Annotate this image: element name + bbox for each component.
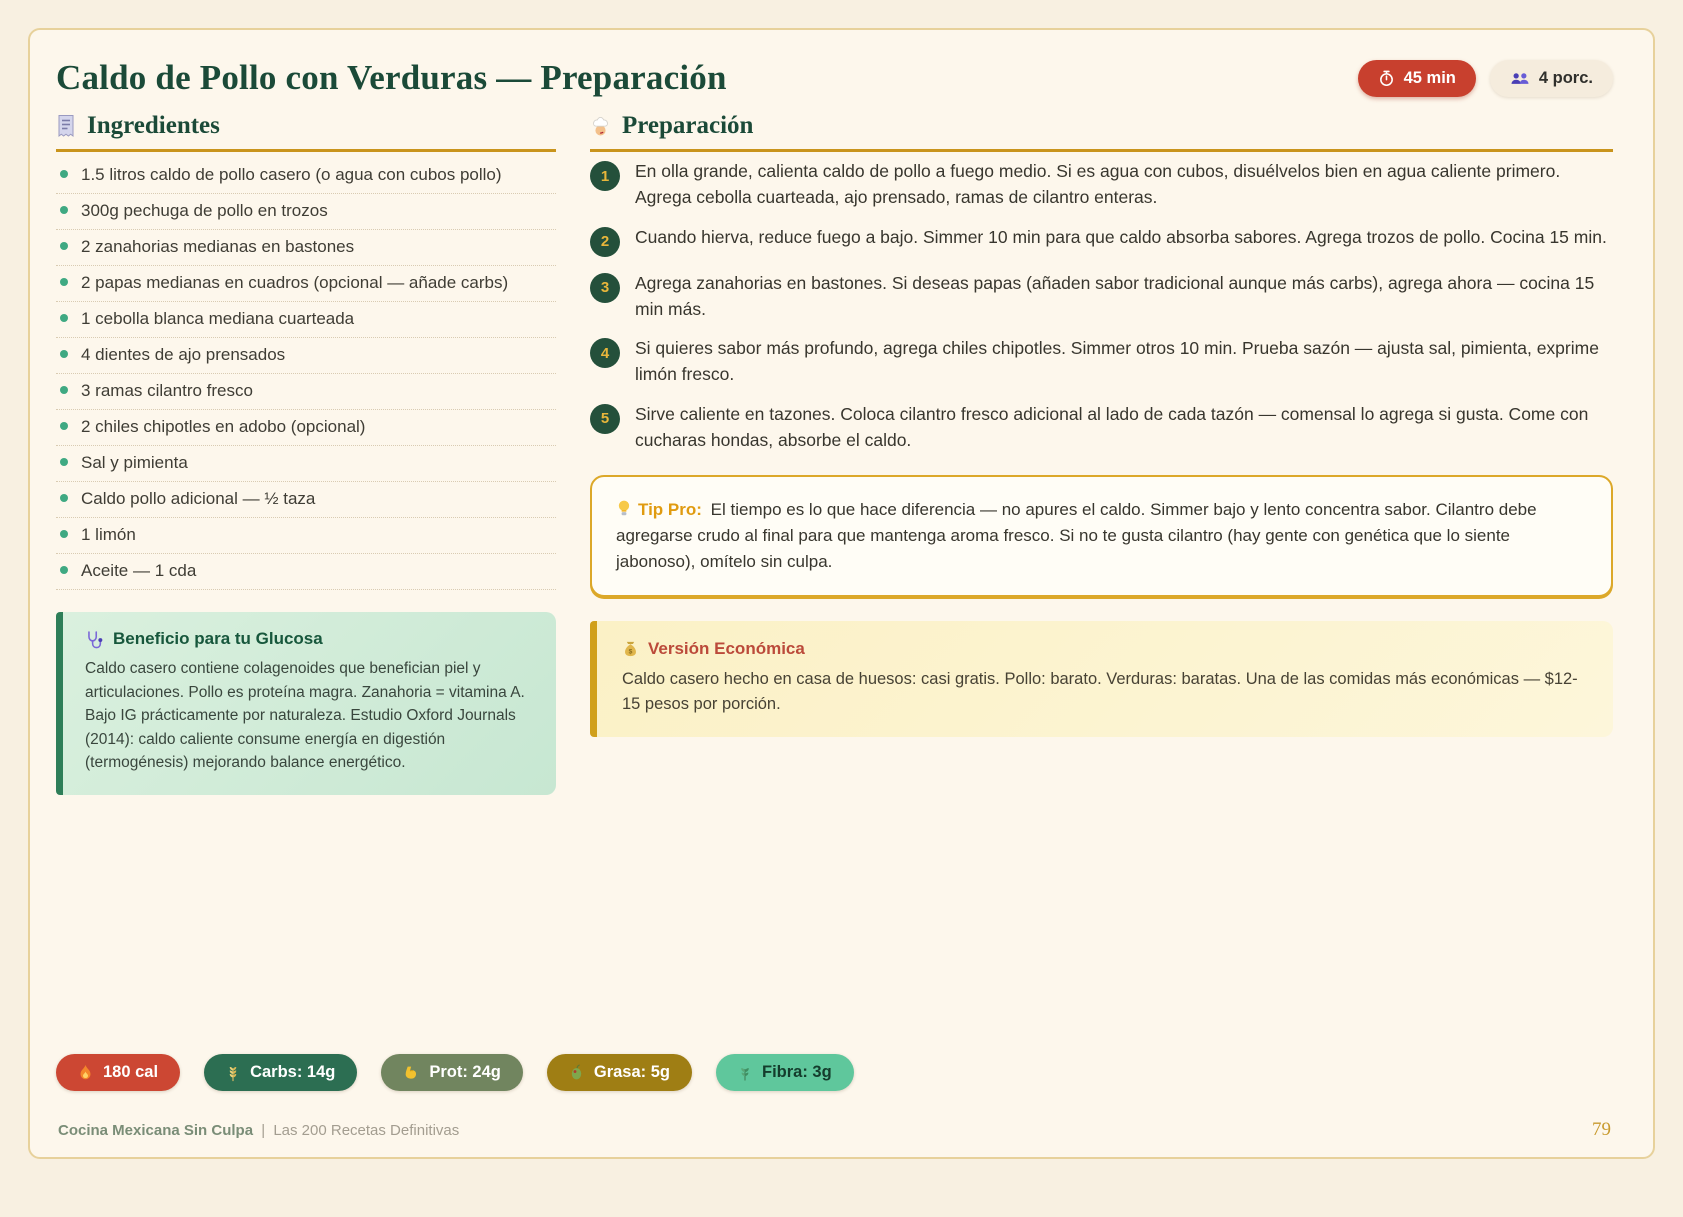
preparation-heading: Preparación: [590, 112, 1613, 152]
bullet-dot: [60, 386, 68, 394]
footer-separator: |: [261, 1121, 266, 1139]
olive-icon: [569, 1064, 584, 1081]
spacer: [56, 795, 1613, 1054]
ingredient-item: Aceite — 1 cda: [56, 554, 556, 590]
ingredient-item: 1 cebolla blanca mediana cuarteada: [56, 302, 556, 338]
flame-icon: [78, 1064, 93, 1082]
bullet-dot: [60, 278, 68, 286]
step-item: 3 Agrega zanahorias en bastones. Si deseas papas (añaden sabor tradicional aunque más carbs), agrega ahora — cocina 15 min más.: [590, 270, 1613, 323]
preparation-section: [590, 112, 1613, 795]
time-badge: [1358, 60, 1476, 97]
step-number: 1: [590, 161, 620, 191]
nutrition-badges: [56, 1054, 1613, 1091]
page-number: 79: [1592, 1119, 1611, 1140]
bullet-dot: [60, 494, 68, 502]
bullet-dot: [60, 530, 68, 538]
carbs-badge: Carbs: 14g: [204, 1054, 357, 1091]
book-subtitle: Las 200 Recetas Definitivas: [273, 1121, 460, 1139]
timer-icon: [1378, 70, 1395, 87]
lightbulb-icon: [616, 499, 632, 518]
bullet-dot: [60, 422, 68, 430]
economy-text: Caldo casero hecho en casa de huesos: casi gratis. Pollo: barato. Verduras: baratas. Una de las comidas más económicas — $12-15 pesos por porción.: [622, 670, 1578, 714]
receipt-icon: [56, 114, 76, 138]
servings-badge-label: 4 porc.: [1538, 68, 1593, 87]
chef-icon: [590, 116, 611, 137]
ingredient-item: 3 ramas cilantro fresco: [56, 374, 556, 410]
step-item: 2 Cuando hierva, reduce fuego a bajo. Simmer 10 min para que caldo absorba sabores. Agrega trozos de pollo. Cocina 15 min.: [590, 224, 1613, 257]
svg-text:$: $: [628, 649, 633, 657]
glucose-benefit-box: [56, 612, 556, 795]
bullet-dot: [60, 242, 68, 250]
benefit-text: Caldo casero contiene colagenoides que benefician piel y articulaciones. Pollo es proteína magra. Zanahoria = vitamina A. Bajo IG prácticamente por naturaleza. Estudio Oxford Journals (2014): caldo caliente consume energía en digestión (termogénesis) mejorando balance energético.: [85, 660, 525, 772]
step-item: 5 Sirve caliente en tazones. Coloca cilantro fresco adicional al lado de cada tazón — comensal lo agrega si gusta. Come con cucharas hondas, absorbe el caldo.: [590, 401, 1613, 454]
fat-badge: Grasa: 5g: [547, 1054, 692, 1091]
book-title: Cocina Mexicana Sin Culpa: [58, 1121, 254, 1139]
economy-box: [590, 621, 1613, 737]
people-icon: [1510, 71, 1530, 86]
servings-badge: [1490, 60, 1613, 97]
ingredient-item: 1 limón: [56, 518, 556, 554]
money-bag-icon: [622, 640, 639, 658]
footer: [56, 1117, 1613, 1157]
bullet-dot: [60, 350, 68, 358]
time-badge-label: 45 min: [1403, 68, 1456, 87]
ingredients-heading: Ingredientes: [56, 112, 556, 152]
ingredient-item: 300g pechuga de pollo en trozos: [56, 194, 556, 230]
herb-icon: [738, 1064, 752, 1081]
tip-label: Tip Pro:: [638, 500, 702, 519]
footer-book-info: [58, 1122, 459, 1139]
ingredients-list: [56, 158, 556, 590]
economy-title: $ Versión Económica: [622, 639, 1589, 659]
header-badges: [1358, 60, 1613, 97]
fiber-badge: Fibra: 3g: [716, 1054, 854, 1091]
tip-text: El tiempo es lo que hace diferencia — no apures el caldo. Simmer bajo y lento concentra sabor. Cilantro debe agregarse crudo al final para que mantenga aroma fresco. Si no te gusta cilantro (hay gente con genética que lo siente jabonoso), omítelo sin culpa.: [616, 500, 1537, 571]
ingredient-item: 2 chiles chipotles en adobo (opcional): [56, 410, 556, 446]
step-number: 2: [590, 227, 620, 257]
recipe-header: [56, 58, 1613, 98]
protein-badge: Prot: 24g: [381, 1054, 523, 1091]
steps-list: [590, 158, 1613, 453]
page-title: Caldo de Pollo con Verduras — Preparación: [56, 58, 727, 97]
benefit-title: Beneficio para tu Glucosa: [85, 629, 536, 649]
calories-badge: 180 cal: [56, 1054, 180, 1091]
bullet-dot: [60, 170, 68, 178]
content-columns: [56, 112, 1613, 795]
stethoscope-icon: [85, 630, 104, 649]
ingredient-item: Caldo pollo adicional — ½ taza: [56, 482, 556, 518]
step-number: 4: [590, 338, 620, 368]
step-item: 4 Si quieres sabor más profundo, agrega chiles chipotles. Simmer otros 10 min. Prueba sazón — ajusta sal, pimienta, exprime limón fresco.: [590, 335, 1613, 388]
bullet-dot: [60, 206, 68, 214]
ingredients-section: [56, 112, 556, 795]
ingredient-item: 2 papas medianas en cuadros (opcional — añade carbs): [56, 266, 556, 302]
ingredient-item: 4 dientes de ajo prensados: [56, 338, 556, 374]
wheat-icon: [226, 1064, 240, 1082]
ingredient-item: Sal y pimienta: [56, 446, 556, 482]
step-item: 1 En olla grande, calienta caldo de pollo a fuego medio. Si es agua con cubos, disuélvelos bien en agua caliente primero. Agrega cebolla cuarteada, ajo prensado, ramas de cilantro enteras.: [590, 158, 1613, 211]
step-number: 3: [590, 273, 620, 303]
biceps-icon: [403, 1065, 419, 1081]
ingredient-item: 1.5 litros caldo de pollo casero (o agua con cubos pollo): [56, 158, 556, 194]
bullet-dot: [60, 314, 68, 322]
step-number: 5: [590, 404, 620, 434]
ingredient-item: 2 zanahorias medianas en bastones: [56, 230, 556, 266]
bullet-dot: [60, 458, 68, 466]
bullet-dot: [60, 566, 68, 574]
tip-pro-box: [590, 475, 1613, 597]
recipe-card: [28, 28, 1655, 1159]
